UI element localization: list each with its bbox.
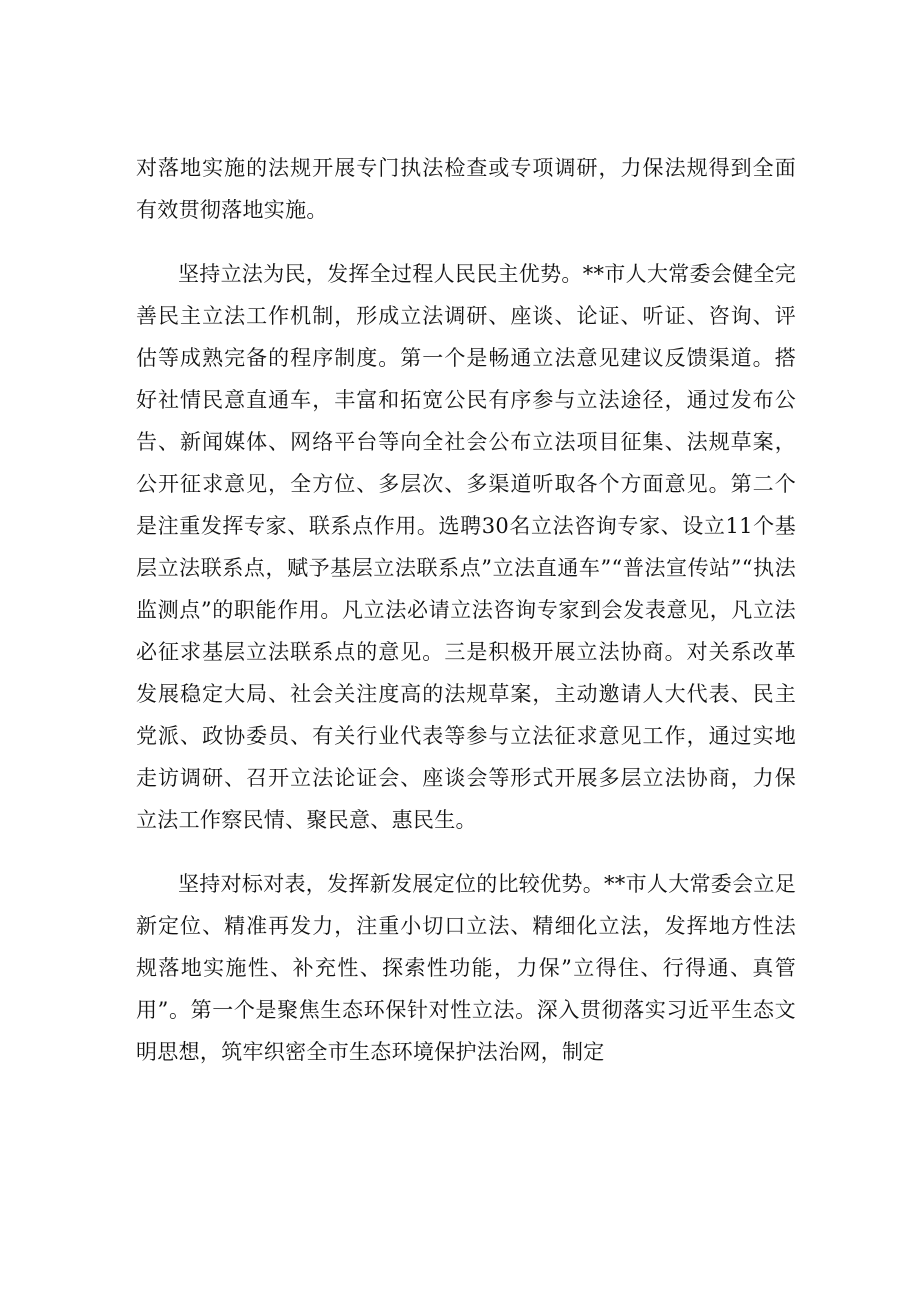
paragraph-benchmarking: 坚持对标对表，发挥新发展定位的比较优势。**市人大常委会立足新定位、精准再发力，注重小切口立法、精细化立法，发挥地方性法规落地实施性、补充性、探索性功能，力保”立得住、行得通、真管用”。第一个是聚焦生态环保针对性立法。深入贯彻落实习近平生态文明思想，筑牢织密全市生态环境保护法治网，制定 bbox=[136, 872, 796, 1064]
paragraph-continuation: 对落地实施的法规开展专门执法检查或专项调研，力保法规得到全面有效贯彻落地实施。 bbox=[136, 156, 796, 222]
document-body bbox=[136, 147, 796, 1073]
paragraph-legislation-for-people: 坚持立法为民，发挥全过程人民民主优势。**市人大常委会健全完善民主立法工作机制，形成立法调研、座谈、论证、听证、咨询、评估等成熟完备的程序制度。第一个是畅通立法意见建议反馈渠道。搭好社情民意直通车，丰富和拓宽公民有序参与立法途径，通过发布公告、新闻媒体、网络平台等向全社会公布立法项目征集、法规草案，公开征求意见，全方位、多层次、多渠道听取各个方面意见。第二个是注重发挥专家、联系点作用。选聘30名立法咨询专家、设立11个基层立法联系点，赋予基层立法联系点”立法直通车”“普法宣传站”“执法监测点”的职能作用。凡立法必请立法咨询专家到会发表意见，凡立法必征求基层立法联系点的意见。三是积极开展立法协商。对关系改革发展稳定大局、社会关注度高的法规草案，主动邀请人大代表、民主党派、政协委员、有关行业代表等参与立法征求意见工作，通过实地走访调研、召开立法论证会、座谈会等形式开展多层立法协商，力保立法工作察民情、聚民意、惠民生。 bbox=[136, 262, 796, 832]
